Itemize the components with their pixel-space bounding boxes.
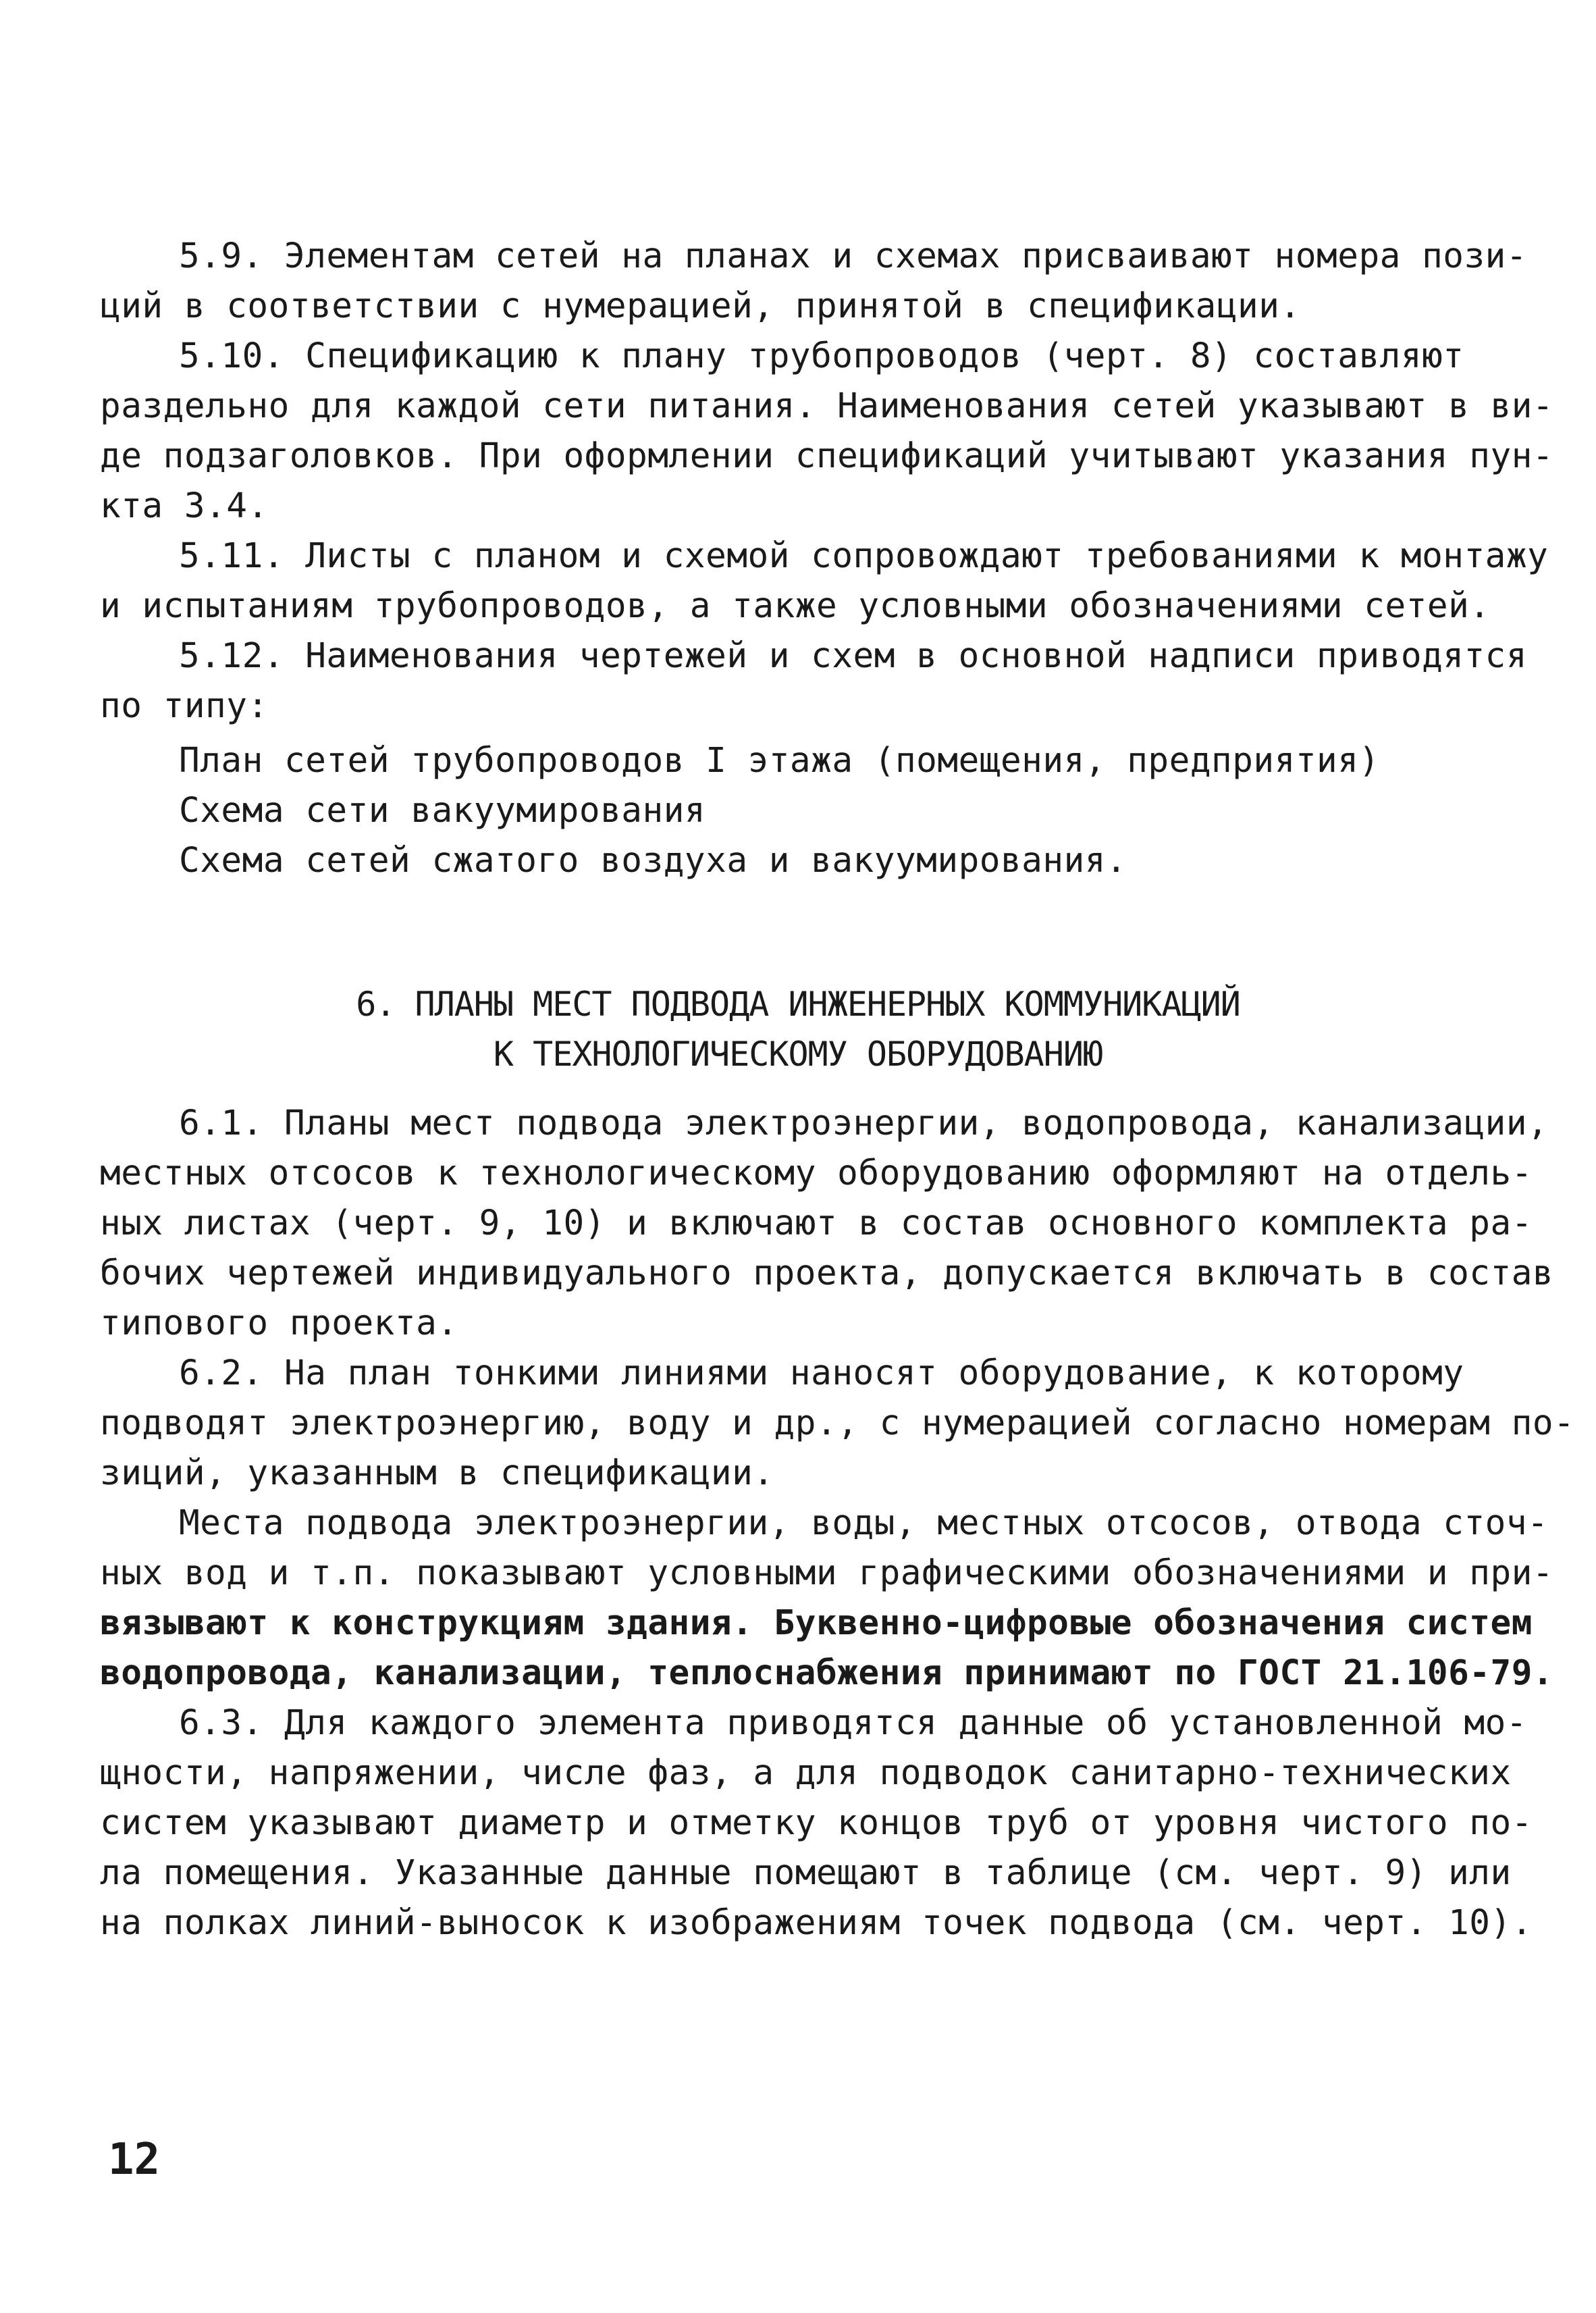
paragraph-5-11-line-1: 5.11. Листы с планом и схемой сопровождают требованиями к монтажу [179,536,1549,576]
paragraph-6-2-line-3: зиций, указанным в спецификации. [100,1453,774,1493]
paragraph-6-3-line-2: щности, напряжении, числе фаз, а для подводок санитарно-технических [100,1753,1512,1793]
paragraph-5-9-line-2: ций в соответствии с нумерацией, принятой в спецификации. [100,286,1301,326]
paragraph-5-12-line-1: 5.12. Наименования чертежей и схем в основной надписи приводятся [179,636,1528,676]
paragraph-5-9-line-1: 5.9. Элементам сетей на планах и схемах присваивают номера пози- [179,236,1528,276]
paragraph-6-3-line-4: ла помещения. Указанные данные помещают в таблице (см. черт. 9) или [100,1853,1512,1893]
paragraph-6-2b-line-2: ных вод и т.п. показывают условными графическими обозначениями и при- [100,1553,1554,1593]
paragraph-6-2-line-2: подводят электроэнергию, воду и др., с нумерацией согласно номерам по- [100,1403,1575,1443]
paragraph-5-10-line-1: 5.10. Спецификацию к плану трубопроводов (черт. 8) составляют [179,336,1464,376]
paragraph-5-11-line-2: и испытаниям трубопроводов, а также условными обозначениями сетей. [100,586,1491,626]
paragraph-6-2b-line-3: вязывают к конструкциям здания. Буквенно-цифровые обозначения систем [100,1603,1533,1643]
paragraph-5-10-line-3: де подзаголовков. При оформлении спецификаций учитывают указания пун- [100,436,1554,476]
paragraph-5-10-line-2: раздельно для каждой сети питания. Наименования сетей указывают в ви- [100,386,1554,426]
paragraph-6-1-line-1: 6.1. Планы мест подвода электроэнергии, водопровода, канализации, [179,1103,1549,1143]
page-number: 12 [108,2135,161,2185]
example-title-1: План сетей трубопроводов I этажа (помещения, предприятия) [179,741,1380,781]
paragraph-5-10-line-4: кта 3.4. [100,486,269,526]
paragraph-6-3-line-5: на полках линий-выносок к изображениям точек подвода (см. черт. 10). [100,1903,1533,1943]
section-6-heading-line-2: К ТЕХНОЛОГИЧЕСКОМУ ОБОРУДОВАНИЮ [493,1035,1103,1074]
example-title-2: Схема сети вакуумирования [179,791,706,831]
paragraph-6-3-line-1: 6.3. Для каждого элемента приводятся данные об установленной мо- [179,1703,1528,1743]
paragraph-6-1-line-4: бочих чертежей индивидуального проекта, допускается включать в состав [100,1253,1554,1293]
section-6-heading-line-1: 6. ПЛАНЫ МЕСТ ПОДВОДА ИНЖЕНЕРНЫХ КОММУНИКАЦИЙ [356,985,1240,1024]
paragraph-6-1-line-2: местных отсосов к технологическому оборудованию оформляют на отдель- [100,1153,1533,1193]
paragraph-6-1-line-5: типового проекта. [100,1303,458,1343]
paragraph-6-2b-line-1: Места подвода электроэнергии, воды, местных отсосов, отвода сточ- [179,1503,1549,1543]
paragraph-5-12-line-2: по типу: [100,686,269,726]
paragraph-6-2b-line-4: водопровода, канализации, теплоснабжения принимают по ГОСТ 21.106-79. [100,1653,1554,1693]
paragraph-6-2-line-1: 6.2. На план тонкими линиями наносят оборудование, к которому [179,1353,1464,1393]
paragraph-6-3-line-3: систем указывают диаметр и отметку концов труб от уровня чистого по- [100,1803,1533,1843]
paragraph-6-1-line-3: ных листах (черт. 9, 10) и включают в состав основного комплекта ра- [100,1203,1533,1243]
example-title-3: Схема сетей сжатого воздуха и вакуумирования. [179,841,1127,881]
